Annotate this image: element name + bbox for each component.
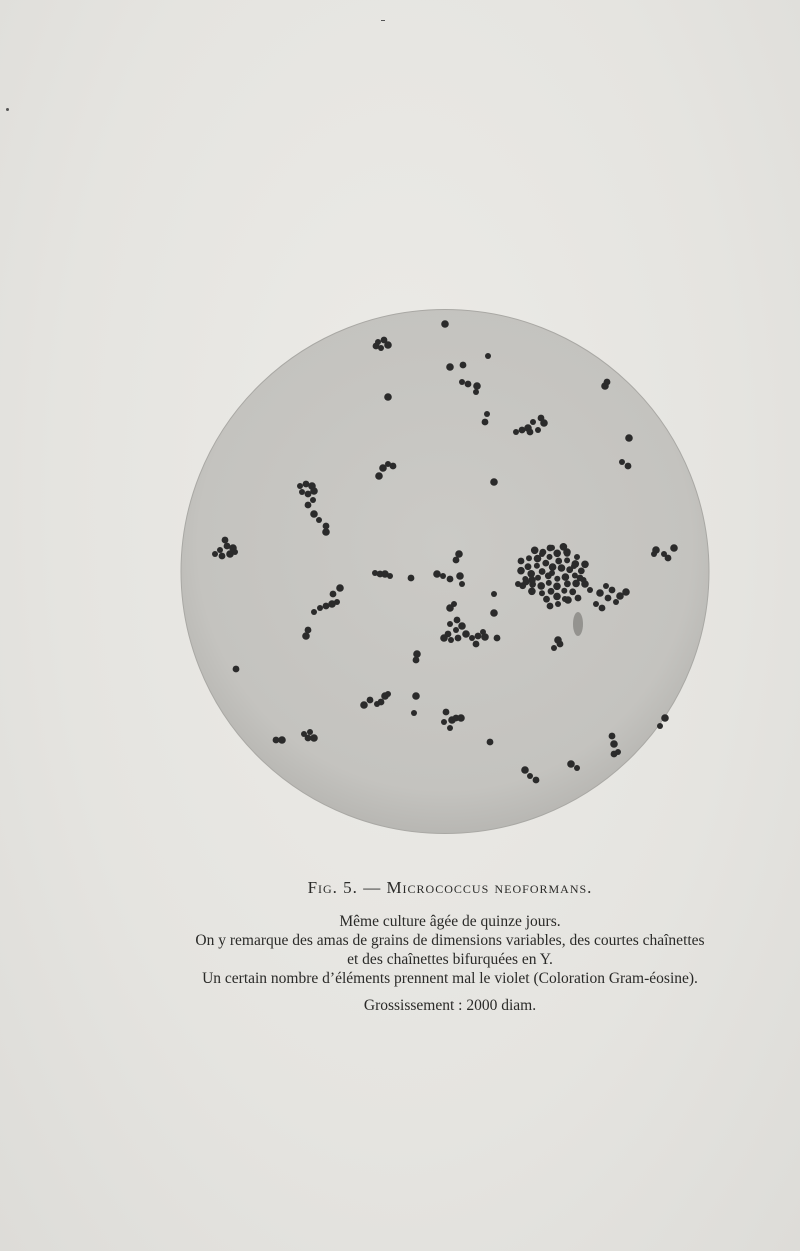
- coccus-dot: [447, 725, 453, 731]
- caption-line-1: Même culture âgée de quinze jours.: [339, 913, 561, 930]
- coccus-dot: [387, 573, 393, 579]
- coccus-dot: [537, 582, 545, 590]
- coccus-dot: [330, 591, 337, 598]
- coccus-dot: [475, 633, 482, 640]
- coccus-dot: [622, 588, 630, 596]
- coccus-dot: [539, 568, 546, 575]
- coccus-dot: [465, 381, 472, 388]
- coccus-dot: [336, 584, 344, 592]
- coccus-dot: [433, 570, 441, 578]
- coccus-dot: [535, 427, 541, 433]
- coccus-dot: [446, 363, 454, 371]
- coccus-dot: [454, 617, 461, 624]
- coccus-dot: [554, 576, 560, 582]
- coccus-dot: [360, 701, 368, 709]
- coccus-dot: [222, 537, 229, 544]
- figure-title: [100, 878, 800, 898]
- coccus-dot: [473, 389, 479, 395]
- coccus-dot: [490, 609, 498, 617]
- coccus-dot: [441, 320, 449, 328]
- coccus-dot: [515, 581, 521, 587]
- coccus-dot: [310, 497, 316, 503]
- coccus-dot: [599, 605, 606, 612]
- coccus-dot: [451, 601, 457, 607]
- coccus-dot: [596, 589, 604, 597]
- microscope-field: [181, 310, 709, 834]
- coccus-dot: [334, 599, 340, 605]
- coccus-dot: [455, 635, 462, 642]
- species-name: Micrococcus neoformans.: [386, 878, 593, 897]
- coccus-dot: [527, 773, 533, 779]
- coccus-dot: [558, 564, 566, 572]
- coccus-dot: [494, 635, 501, 642]
- coccus-dot: [457, 714, 465, 722]
- coccus-dot: [443, 709, 450, 716]
- coccus-dot: [455, 550, 463, 558]
- coccus-dot: [546, 580, 552, 586]
- coccus-dot: [310, 510, 318, 518]
- coccus-dot: [543, 596, 550, 603]
- coccus-dot: [587, 587, 593, 593]
- coccus-dot: [545, 572, 552, 579]
- coccus-dot: [297, 483, 303, 489]
- coccus-dot: [574, 554, 580, 560]
- coccus-dot: [657, 723, 663, 729]
- caption-line-4: Un certain nombre d’éléments prennent mal le violet (Coloration Gram-éosine).: [202, 970, 698, 987]
- coccus-dot: [521, 766, 529, 774]
- coccus-dot: [487, 739, 494, 746]
- coccus-dot: [563, 548, 571, 556]
- coccus-dot: [219, 553, 226, 560]
- page-speck: [381, 20, 385, 21]
- coccus-dot: [212, 551, 218, 557]
- coccus-dot: [459, 581, 465, 587]
- coccus-dot: [548, 588, 555, 595]
- coccus-dot: [581, 580, 589, 588]
- coccus-dot: [575, 595, 582, 602]
- coccus-dot: [539, 551, 545, 557]
- coccus-dot: [375, 472, 383, 480]
- coccus-dot: [491, 591, 497, 597]
- micrograph-circle-icon: [180, 308, 710, 835]
- coccus-dot: [534, 563, 540, 569]
- coccus-dot: [531, 547, 539, 555]
- coccus-dot: [581, 561, 589, 569]
- coccus-dot: [518, 558, 525, 565]
- coccus-dot: [564, 580, 571, 587]
- coccus-dot: [316, 517, 322, 523]
- coccus-dot: [577, 575, 584, 582]
- coccus-dot: [528, 588, 536, 596]
- caption-line-2: On y remarque des amas de grains de dimensions variables, des courtes chaînettes: [195, 932, 705, 949]
- coccus-dot: [408, 575, 415, 582]
- coccus-dot: [459, 379, 465, 385]
- coccus-dot: [567, 760, 575, 768]
- coccus-dot: [533, 777, 540, 784]
- coccus-dot: [412, 692, 420, 700]
- coccus-dot: [564, 596, 572, 604]
- coccus-dot: [551, 645, 557, 651]
- coccus-dot: [310, 734, 318, 742]
- coccus-dot: [233, 666, 240, 673]
- coccus-dot: [378, 699, 385, 706]
- page-speck: [6, 108, 9, 111]
- coccus-dot: [525, 563, 532, 570]
- coccus-dot: [526, 555, 532, 561]
- coccus-dot: [578, 568, 585, 575]
- coccus-dot: [571, 563, 577, 569]
- coccus-dot: [555, 601, 561, 607]
- coccus-dot: [661, 714, 669, 722]
- coccus-dot: [535, 575, 541, 581]
- coccus-dot: [613, 599, 619, 605]
- coccus-dot: [307, 729, 313, 735]
- figure-label: Fig. 5.: [307, 878, 358, 897]
- coccus-dot: [384, 393, 392, 401]
- coccus-dot: [619, 459, 625, 465]
- coccus-dot: [413, 650, 421, 658]
- coccus-dot: [625, 463, 632, 470]
- coccus-dot: [651, 551, 657, 557]
- coccus-dot: [367, 697, 374, 704]
- coccus-dot: [530, 419, 536, 425]
- coccus-dot: [547, 545, 554, 552]
- coccus-dot: [609, 587, 616, 594]
- magnification-line: Grossissement : 2000 diam.: [363, 997, 537, 1014]
- coccus-dot: [456, 572, 464, 580]
- coccus-dot: [480, 629, 486, 635]
- coccus-dot: [473, 641, 480, 648]
- coccus-dot: [302, 632, 310, 640]
- coccus-dot: [553, 583, 561, 591]
- coccus-dot: [547, 603, 554, 610]
- coccus-dot: [603, 583, 609, 589]
- coccus-dot: [485, 353, 491, 359]
- coccus-dot: [385, 691, 391, 697]
- coccus-dot: [547, 554, 553, 560]
- coccus-dot: [440, 634, 448, 642]
- coccus-dot: [540, 419, 548, 427]
- coccus-dot: [561, 588, 567, 594]
- coccus-dot: [453, 627, 459, 633]
- coccus-dot: [625, 434, 633, 442]
- coccus-dot: [670, 544, 678, 552]
- coccus-dot: [462, 630, 470, 638]
- coccus-dot: [574, 765, 580, 771]
- coccus-dot: [305, 502, 312, 509]
- caption-line-3: et des chaînettes bifurquées en Y.: [347, 951, 553, 968]
- coccus-dot: [322, 528, 330, 536]
- coccus-dot: [605, 595, 612, 602]
- coccus-dot: [448, 637, 454, 643]
- coccus-dot: [458, 622, 466, 630]
- coccus-dot: [469, 635, 475, 641]
- coccus-dot: [610, 740, 618, 748]
- coccus-dot: [609, 733, 616, 740]
- coccus-dot: [564, 557, 570, 563]
- coccus-dot: [549, 563, 557, 571]
- coccus-dot: [278, 736, 286, 744]
- coccus-dot: [611, 751, 618, 758]
- coccus-dot: [411, 710, 417, 716]
- coccus-dot: [384, 341, 392, 349]
- coccus-dot: [473, 382, 481, 390]
- coccus-dot: [553, 550, 561, 558]
- coccus-dot: [484, 411, 490, 417]
- coccus-dot: [317, 605, 323, 611]
- figure-caption: [100, 878, 800, 1015]
- coccus-dot: [553, 593, 561, 601]
- coccus-dot: [542, 560, 549, 567]
- coccus-dot: [555, 558, 562, 565]
- coccus-dot: [482, 419, 489, 426]
- coccus-dot: [217, 547, 223, 553]
- coccus-dot: [557, 641, 564, 648]
- coccus-dot: [447, 576, 454, 583]
- coccus-dot: [232, 549, 238, 555]
- coccus-dot: [528, 576, 536, 584]
- coccus-dot: [299, 489, 305, 495]
- coccus-dot: [539, 590, 545, 596]
- title-dash: —: [363, 878, 382, 897]
- coccus-dot: [527, 429, 534, 436]
- stain-smudge: [573, 612, 583, 636]
- micrograph-plate: [180, 308, 710, 835]
- coccus-dot: [569, 588, 576, 595]
- coccus-dot: [513, 429, 519, 435]
- coccus-dot: [665, 555, 672, 562]
- coccus-dot: [441, 719, 447, 725]
- coccus-dot: [593, 601, 599, 607]
- coccus-dot: [373, 343, 380, 350]
- coccus-dot: [440, 573, 446, 579]
- coccus-dot: [490, 478, 498, 486]
- coccus-dot: [310, 487, 318, 495]
- coccus-dot: [562, 573, 570, 581]
- coccus-dot: [311, 609, 317, 615]
- coccus-dot: [517, 567, 525, 575]
- coccus-dot: [601, 382, 609, 390]
- coccus-dot: [390, 463, 397, 470]
- coccus-dot: [447, 621, 453, 627]
- coccus-dot: [460, 362, 467, 369]
